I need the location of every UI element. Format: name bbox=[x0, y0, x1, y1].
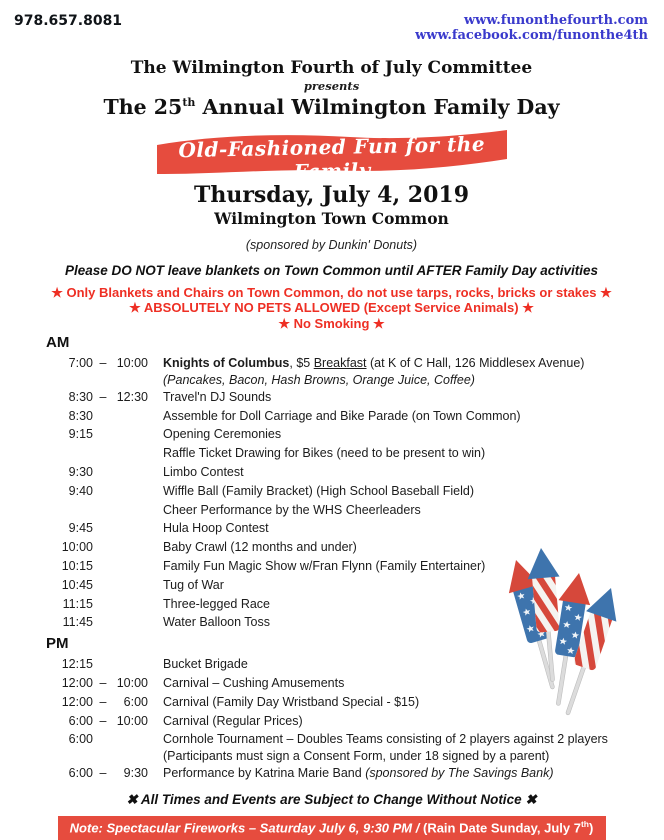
rule-no-smoking: ★ No Smoking ★ bbox=[278, 315, 385, 331]
event-description: Knights of Columbus, $5 Breakfast (at K of C Hall, 126 Middlesex Avenue) (Pancakes, Bacon, Hash Browns, Orange Juice, Coffee) bbox=[163, 355, 585, 387]
fireworks-note-banner: Note: Spectacular Fireworks – Saturday July 6, 9:30 PM / (Rain Date Sunday, July 7th) bbox=[58, 816, 606, 839]
event-description: Hula Hoop Contest bbox=[163, 521, 269, 536]
pm-section-label: PM bbox=[46, 635, 69, 653]
time-dash bbox=[93, 595, 113, 614]
rules-notice bbox=[0, 285, 663, 331]
time-dash bbox=[93, 576, 113, 595]
time-dash bbox=[93, 613, 113, 632]
time-end bbox=[113, 730, 148, 764]
event-description: Travel'n DJ Sounds bbox=[163, 389, 272, 404]
event-description: Bucket Brigade bbox=[163, 657, 248, 672]
fireworks-note-italic: Note: Spectacular Fireworks – Saturday July 6, 9:30 PM / bbox=[69, 820, 423, 836]
time-dash bbox=[93, 444, 113, 463]
time-dash bbox=[93, 501, 113, 520]
time-end bbox=[113, 501, 148, 520]
ribbon-slogan: Old-Fashioned Fun for the Family bbox=[177, 131, 485, 184]
time-start: 10:00 bbox=[61, 540, 93, 555]
time-dash bbox=[93, 655, 113, 674]
time-dash bbox=[93, 407, 113, 426]
event-description: Carnival (Family Day Wristband Special - $15) bbox=[163, 694, 420, 709]
website-link[interactable]: www.funonthefourth.com bbox=[463, 13, 648, 28]
time-end: 10:00 bbox=[116, 676, 148, 691]
event-description: Wiffle Ball (Family Bracket) (High School Baseball Field) bbox=[163, 483, 474, 498]
schedule-row bbox=[0, 730, 663, 764]
time-end: 10:00 bbox=[116, 713, 148, 728]
top-contact-bar bbox=[0, 0, 663, 43]
time-start: 9:15 bbox=[68, 427, 93, 442]
time-end bbox=[113, 482, 148, 501]
links-block bbox=[415, 13, 648, 43]
rule-blankets-chairs: ★ Only Blankets and Chairs on Town Common, do not use tarps, rocks, bricks or stakes ★ bbox=[51, 285, 612, 300]
subject-to-change-disclaimer: ✖ All Times and Events are Subject to Change Without Notice ✖ bbox=[126, 792, 537, 808]
blankets-notice: Please DO NOT leave blankets on Town Common until AFTER Family Day activities bbox=[64, 263, 599, 278]
time-start: 9:40 bbox=[68, 483, 93, 498]
time-start: 8:30 bbox=[68, 389, 93, 404]
ribbon-banner bbox=[155, 128, 509, 184]
time-dash: – bbox=[99, 694, 107, 709]
time-start: 6:00 bbox=[68, 766, 93, 781]
schedule-row bbox=[0, 407, 663, 426]
time-dash bbox=[93, 463, 113, 482]
event-description: Performance by Katrina Marie Band (sponsored by The Savings Bank) bbox=[163, 766, 554, 781]
time-dash: – bbox=[99, 389, 107, 404]
schedule-row bbox=[0, 482, 663, 501]
event-description: Cheer Performance by the WHS Cheerleaders bbox=[163, 502, 421, 517]
time-start: 12:00 bbox=[61, 676, 93, 691]
time-start: 6:00 bbox=[68, 713, 93, 728]
event-description: Opening Ceremonies bbox=[163, 427, 282, 442]
time-end bbox=[113, 463, 148, 482]
time-end bbox=[113, 595, 148, 614]
time-start: 12:00 bbox=[61, 694, 93, 709]
time-start: 12:15 bbox=[61, 657, 93, 672]
time-end bbox=[113, 538, 148, 557]
time-start: 6:00 bbox=[68, 732, 93, 747]
rule-no-pets: ★ ABSOLUTELY NO PETS ALLOWED (Except Service Animals) ★ bbox=[129, 300, 534, 316]
time-start: 10:15 bbox=[61, 559, 93, 574]
schedule-row bbox=[0, 764, 663, 783]
time-dash: – bbox=[99, 676, 107, 691]
rain-date-text: (Rain Date Sunday, July 7 bbox=[422, 820, 581, 836]
time-end bbox=[113, 613, 148, 632]
time-end bbox=[113, 557, 148, 576]
facebook-link[interactable]: www.facebook.com/funonthe4th bbox=[415, 28, 648, 43]
phone-number: 978.657.8081 bbox=[14, 13, 123, 29]
time-dash bbox=[93, 538, 113, 557]
time-start bbox=[48, 444, 93, 463]
title-ordinal-sup: th bbox=[182, 96, 196, 110]
schedule-row bbox=[0, 444, 663, 463]
event-description: Raffle Ticket Drawing for Bikes (need to be present to win) bbox=[163, 446, 486, 461]
time-end bbox=[113, 425, 148, 444]
time-end bbox=[113, 576, 148, 595]
time-start: 7:00 bbox=[68, 355, 93, 370]
presents-label: presents bbox=[303, 79, 360, 93]
time-dash: – bbox=[99, 713, 107, 728]
time-end bbox=[113, 519, 148, 538]
event-description: Cornhole Tournament – Doubles Teams consisting of 2 players against 2 players (Participants must sign a Consent Form, under 18 signed by a parent) bbox=[163, 732, 608, 764]
time-end bbox=[113, 655, 148, 674]
time-end: 6:00 bbox=[123, 694, 148, 709]
event-date: Thursday, July 4, 2019 bbox=[193, 182, 470, 208]
time-dash bbox=[93, 482, 113, 501]
event-description: Limbo Contest bbox=[163, 465, 244, 480]
schedule-row bbox=[0, 463, 663, 482]
event-description: Three-legged Race bbox=[163, 596, 271, 611]
schedule-row bbox=[0, 501, 663, 520]
schedule-row bbox=[0, 388, 663, 407]
time-end: 12:30 bbox=[116, 389, 148, 404]
event-description: Carnival – Cushing Amusements bbox=[163, 676, 345, 691]
time-end bbox=[113, 444, 148, 463]
time-start: 10:45 bbox=[61, 577, 93, 592]
event-description: Baby Crawl (12 months and under) bbox=[163, 540, 357, 555]
rain-date-ordinal-sup: th bbox=[580, 819, 589, 830]
time-dash bbox=[93, 730, 113, 764]
event-description: Carnival (Regular Prices) bbox=[163, 713, 303, 728]
event-description: Tug of War bbox=[163, 577, 224, 592]
main-title: The 25th Annual Wilmington Family Day bbox=[103, 95, 560, 119]
time-start: 9:30 bbox=[68, 465, 93, 480]
time-end bbox=[113, 407, 148, 426]
time-dash bbox=[93, 425, 113, 444]
time-dash bbox=[93, 557, 113, 576]
committee-heading: The Wilmington Fourth of July Committee bbox=[130, 58, 533, 78]
schedule-row bbox=[0, 354, 663, 388]
time-start: 11:15 bbox=[62, 596, 93, 611]
am-section-label: AM bbox=[46, 333, 70, 351]
time-dash: – bbox=[99, 355, 107, 370]
event-description: Assemble for Doll Carriage and Bike Parade (on Town Common) bbox=[163, 408, 521, 423]
time-dash: – bbox=[99, 766, 107, 781]
schedule-row bbox=[0, 519, 663, 538]
time-end: 10:00 bbox=[116, 355, 148, 370]
time-dash bbox=[93, 519, 113, 538]
event-description: Family Fun Magic Show w/Fran Flynn (Family Entertainer) bbox=[163, 559, 486, 574]
time-end: 9:30 bbox=[123, 766, 148, 781]
time-start: 8:30 bbox=[68, 408, 93, 423]
event-description: Water Balloon Toss bbox=[163, 615, 270, 630]
schedule-row bbox=[0, 425, 663, 444]
event-location: Wilmington Town Common bbox=[214, 209, 449, 228]
time-start bbox=[48, 501, 93, 520]
event-sponsor: (sponsored by Dunkin' Donuts) bbox=[245, 238, 418, 252]
fireworks-rockets-illustration bbox=[489, 540, 664, 725]
time-start: 11:45 bbox=[62, 615, 93, 630]
time-start: 9:45 bbox=[68, 521, 93, 536]
